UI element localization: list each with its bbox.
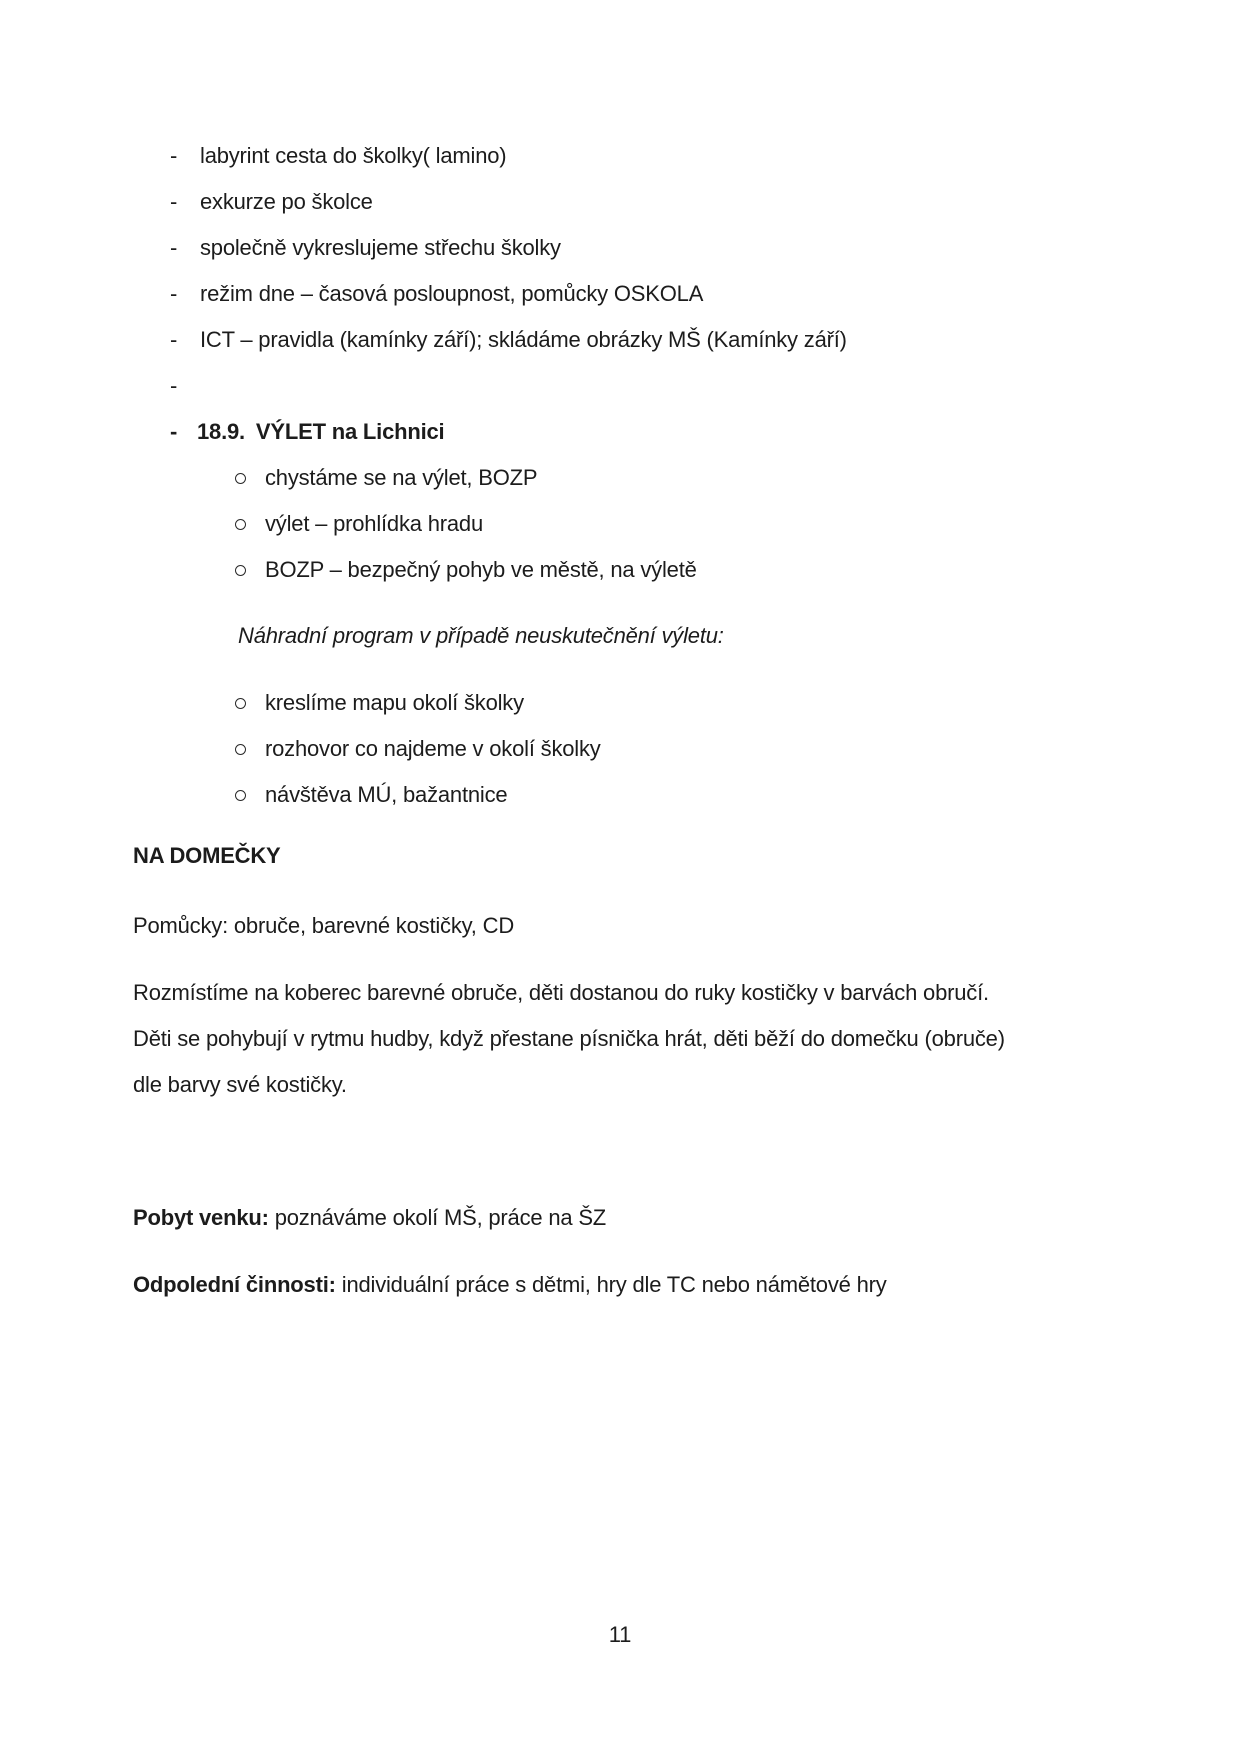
trip-sublist bbox=[133, 455, 1110, 593]
circle-bullet bbox=[235, 565, 246, 576]
page-number: 11 bbox=[608, 1622, 632, 1647]
description-line: Děti se pohybují v rytmu hudby, když přestane písnička hrát, děti běží do domečku (obruče) bbox=[133, 1026, 1005, 1051]
circle-bullet bbox=[235, 698, 246, 709]
alternate-program-note: Náhradní program v případě neuskutečnění výletu: bbox=[238, 623, 724, 648]
list-item bbox=[133, 317, 1110, 363]
afternoon-activities-line bbox=[133, 1262, 1110, 1308]
circle-bullet bbox=[235, 519, 246, 530]
sub-item-text: kreslíme mapu okolí školky bbox=[265, 690, 524, 715]
dash-bullet: - bbox=[170, 419, 178, 444]
sub-list-item bbox=[133, 772, 1110, 818]
trip-title: VÝLET na Lichnici bbox=[255, 419, 445, 444]
afternoon-label: Odpolední činnosti: bbox=[133, 1272, 336, 1297]
sub-list-item bbox=[133, 455, 1110, 501]
sub-item-text: návštěva MÚ, bažantnice bbox=[265, 782, 508, 807]
sub-item-text: chystáme se na výlet, BOZP bbox=[265, 465, 538, 490]
circle-bullet bbox=[235, 744, 246, 755]
dash-bullet: - bbox=[170, 235, 178, 260]
sub-item-text: výlet – prohlídka hradu bbox=[265, 511, 483, 536]
afternoon-text: individuální práce s dětmi, hry dle TC nebo námětové hry bbox=[341, 1272, 887, 1297]
list-item bbox=[133, 179, 1110, 225]
description-line: dle barvy své kostičky. bbox=[133, 1072, 347, 1097]
dash-bullet: - bbox=[170, 327, 178, 352]
sub-list-item bbox=[133, 680, 1110, 726]
trip-heading-item bbox=[133, 409, 1110, 455]
list-item-text: režim dne – časová posloupnost, pomůcky OSKOLA bbox=[200, 281, 704, 306]
sub-item-text: BOZP – bezpečný pohyb ve městě, na výletě bbox=[265, 557, 697, 582]
list-item bbox=[133, 133, 1110, 179]
dash-bullet: - bbox=[170, 281, 178, 306]
sub-list-item bbox=[133, 501, 1110, 547]
supplies-line: Pomůcky: obruče, barevné kostičky, CD bbox=[133, 913, 515, 938]
dash-bullet: - bbox=[170, 143, 178, 168]
list-item-text: labyrint cesta do školky( lamino) bbox=[200, 143, 507, 168]
list-item-text: exkurze po školce bbox=[200, 189, 373, 214]
dash-bullet: - bbox=[170, 189, 178, 214]
alternate-program-sublist bbox=[133, 680, 1110, 818]
dash-bullet: - bbox=[170, 373, 178, 398]
dash-list bbox=[133, 133, 1110, 455]
description-line: Rozmístíme na koberec barevné obruče, děti dostanou do ruky kostičky v barvách obručí. bbox=[133, 980, 989, 1005]
list-item-text: společně vykreslujeme střechu školky bbox=[200, 235, 561, 260]
list-item-text: ICT – pravidla (kamínky září); skládáme obrázky MŠ (Kamínky září) bbox=[200, 327, 847, 352]
list-item-empty bbox=[133, 363, 1110, 409]
sub-list-item bbox=[133, 726, 1110, 772]
trip-date: 18.9. bbox=[197, 419, 245, 444]
list-item bbox=[133, 225, 1110, 271]
circle-bullet bbox=[235, 790, 246, 801]
outdoor-label: Pobyt venku: bbox=[133, 1205, 269, 1230]
circle-bullet bbox=[235, 473, 246, 484]
outdoor-text: poznáváme okolí MŠ, práce na ŠZ bbox=[274, 1205, 607, 1230]
outdoor-activities-line bbox=[133, 1195, 1110, 1241]
sub-list-item bbox=[133, 547, 1110, 593]
sub-item-text: rozhovor co najdeme v okolí školky bbox=[265, 736, 601, 761]
list-item bbox=[133, 271, 1110, 317]
description-paragraph bbox=[133, 970, 1110, 1108]
section-heading: NA DOMEČKY bbox=[133, 843, 281, 868]
